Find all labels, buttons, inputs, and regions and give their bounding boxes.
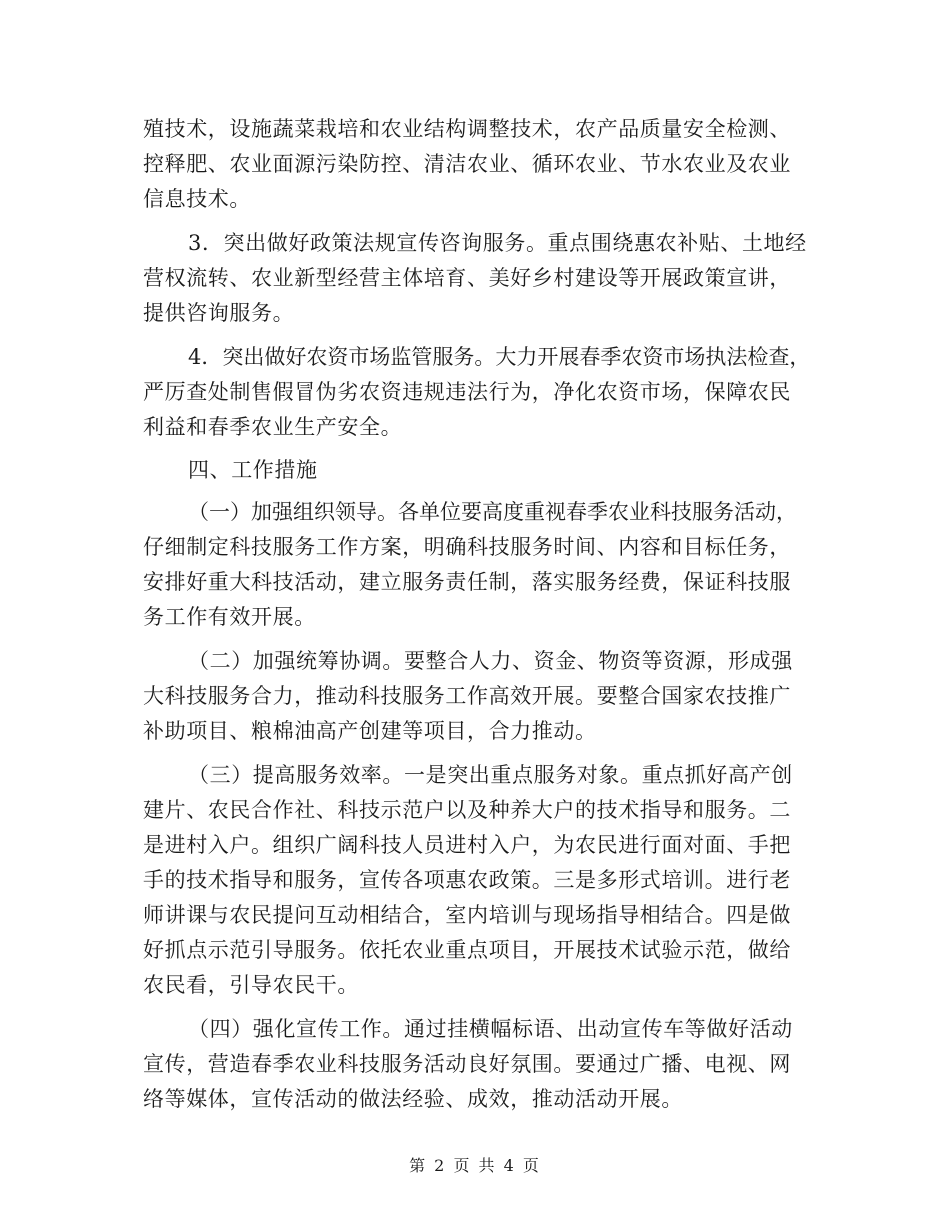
page-number-footer: 第 2 页 共 4 页 bbox=[409, 1156, 541, 1175]
body-text-line: 建片、农民合作社、科技示范户以及种养大户的技术指导和服务。二 bbox=[143, 798, 791, 822]
body-text-line: 提供咨询服务。 bbox=[143, 301, 295, 325]
body-text-line: 利益和春季农业生产安全。 bbox=[143, 415, 403, 439]
body-text-line: 手的技术指导和服务，宣传各项惠农政策。三是多形式培训。进行老 bbox=[143, 868, 791, 892]
body-text-line: 师讲课与农民提问互动相结合，室内培训与现场指导相结合。四是做 bbox=[143, 903, 791, 927]
body-text-line: 补助项目、粮棉油高产创建等项目，合力推动。 bbox=[143, 719, 597, 743]
section-heading: 四、工作措施 bbox=[188, 458, 318, 482]
body-text-line: （三）提高服务效率。一是突出重点服务对象。重点抓好高产创 bbox=[188, 763, 793, 787]
body-text-line: 务工作有效开展。 bbox=[143, 605, 316, 629]
body-text-line: 殖技术，设施蔬菜栽培和农业结构调整技术，农产品质量安全检测、 bbox=[143, 117, 791, 141]
body-text-line: 是进村入户。组织广阔科技人员进村入户，为农民进行面对面、手把 bbox=[143, 833, 791, 857]
body-text-line: 农民看，引导农民干。 bbox=[143, 973, 359, 997]
body-text-line: 大科技服务合力，推动科技服务工作高效开展。要整合国家农技推广 bbox=[143, 684, 791, 708]
body-text-line: 好抓点示范引导服务。依托农业重点项目，开展技术试验示范，做给 bbox=[143, 938, 791, 962]
body-text-line: 安排好重大科技活动，建立服务责任制，落实服务经费，保证科技服 bbox=[143, 570, 791, 594]
body-text-line: 仔细制定科技服务工作方案，明确科技服务时间、内容和目标任务， bbox=[143, 535, 791, 559]
body-text-line: 控释肥、农业面源污染防控、清洁农业、循环农业、节水农业及农业 bbox=[143, 152, 791, 176]
body-text-line: 4．突出做好农资市场监管服务。大力开展春季农资市场执法检查， bbox=[188, 345, 811, 369]
body-text-line: 络等媒体，宣传活动的做法经验、成效，推动活动开展。 bbox=[143, 1087, 683, 1111]
body-text-line: （一）加强组织领导。各单位要高度重视春季农业科技服务活动， bbox=[188, 500, 797, 524]
body-text-line: 3．突出做好政策法规宣传咨询服务。重点围绕惠农补贴、土地经 bbox=[188, 231, 807, 255]
body-text-line: 信息技术。 bbox=[143, 187, 251, 211]
body-text-line: （四）强化宣传工作。通过挂横幅标语、出动宣传车等做好活动 bbox=[188, 1017, 793, 1041]
body-text-line: 严厉查处制售假冒伪劣农资违规违法行为，净化农资市场，保障农民 bbox=[143, 380, 791, 404]
body-text-line: 营权流转、农业新型经营主体培育、美好乡村建设等开展政策宣讲， bbox=[143, 266, 791, 290]
body-text-line: 宣传，营造春季农业科技服务活动良好氛围。要通过广播、电视、网 bbox=[143, 1052, 791, 1076]
body-text-line: （二）加强统筹协调。要整合人力、资金、物资等资源，形成强 bbox=[188, 649, 793, 673]
